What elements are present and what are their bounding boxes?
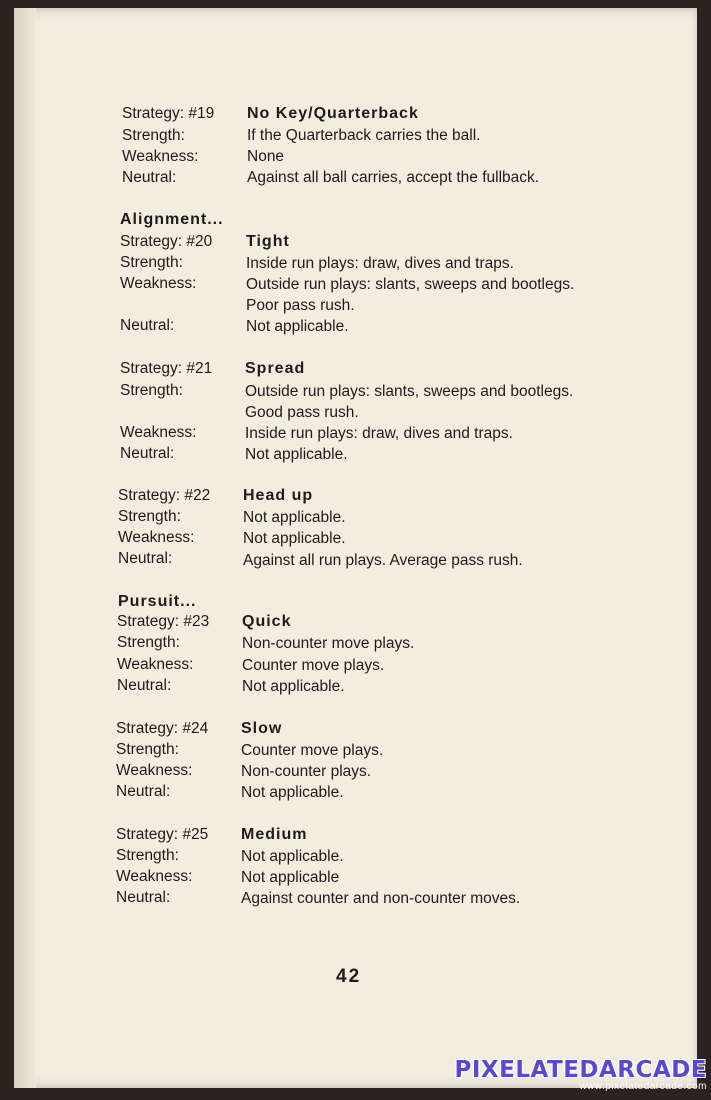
strategy-title: No Key/Quarterback	[247, 105, 419, 122]
strength-value: Not applicable.	[243, 509, 346, 526]
watermark-logo: PIXELATEDARCADE	[454, 1057, 707, 1083]
weakness-label: Weakness:	[120, 424, 197, 441]
weakness-value: Not applicable.	[243, 530, 346, 547]
strength-value: Counter move plays.	[241, 742, 384, 759]
page-number: 42	[336, 966, 362, 987]
neutral-value: Against counter and non-counter moves.	[241, 890, 521, 907]
weakness-label: Weakness:	[116, 868, 193, 885]
strategy-title: Quick	[242, 613, 292, 630]
neutral-label: Neutral:	[116, 889, 171, 906]
strength-label: Strength:	[120, 254, 183, 271]
watermark	[454, 1057, 707, 1092]
weakness-value: Non-counter plays.	[241, 763, 372, 780]
strategy-label: Strategy: #23	[117, 613, 210, 630]
strategy-label: Strategy: #22	[118, 487, 211, 504]
neutral-label: Neutral:	[122, 169, 177, 186]
strength-value: Not applicable.	[241, 848, 344, 865]
strength-label: Strength:	[117, 634, 180, 651]
strength-label: Strength:	[116, 847, 179, 864]
strategy-label: Strategy: #24	[116, 720, 209, 737]
strength-label: Strength:	[116, 741, 179, 758]
neutral-label: Neutral:	[117, 677, 172, 694]
strategy-title: Slow	[241, 720, 283, 737]
strength-value: Inside run plays: draw, dives and traps.	[246, 255, 514, 272]
weakness-value: Inside run plays: draw, dives and traps.	[245, 425, 513, 442]
strategy-label: Strategy: #25	[116, 826, 209, 843]
neutral-value: Not applicable.	[242, 678, 345, 695]
page-content	[14, 8, 697, 1088]
weakness-label: Weakness:	[116, 762, 193, 779]
strength-value: Non-counter move plays.	[242, 635, 415, 652]
strategy-title: Head up	[243, 487, 314, 504]
strategy-label: Strategy: #21	[120, 360, 213, 377]
section-heading-pursuit: Pursuit...	[118, 593, 197, 610]
watermark-url: www.pixelatedarcade.com	[579, 1081, 707, 1092]
neutral-label: Neutral:	[120, 445, 175, 462]
weakness-value-continued: Poor pass rush.	[246, 297, 355, 314]
weakness-label: Weakness:	[120, 275, 197, 292]
neutral-value: Against all run plays. Average pass rush.	[243, 552, 523, 569]
strength-value: Outside run plays: slants, sweeps and bootlegs.	[245, 383, 574, 400]
strategy-label: Strategy: #20	[120, 233, 213, 250]
weakness-label: Weakness:	[122, 148, 199, 165]
strength-label: Strength:	[118, 508, 181, 525]
weakness-value: Outside run plays: slants, sweeps and bootlegs.	[246, 276, 575, 293]
neutral-value: Not applicable.	[245, 446, 348, 463]
strength-value-continued: Good pass rush.	[245, 404, 359, 421]
weakness-label: Weakness:	[118, 529, 195, 546]
strategy-title: Medium	[241, 826, 308, 843]
strategy-title: Spread	[245, 360, 306, 377]
weakness-value: Not applicable	[241, 869, 340, 886]
strategy-title: Tight	[246, 233, 290, 250]
weakness-label: Weakness:	[117, 656, 194, 673]
strength-label: Strength:	[120, 382, 183, 399]
strategy-label: Strategy: #19	[122, 105, 215, 122]
strength-label: Strength:	[122, 127, 185, 144]
neutral-value: Not applicable.	[241, 784, 344, 801]
section-heading-alignment: Alignment...	[120, 211, 224, 228]
neutral-value: Against all ball carries, accept the fullback.	[247, 169, 540, 186]
strength-value: If the Quarterback carries the ball.	[247, 127, 481, 144]
neutral-label: Neutral:	[120, 317, 175, 334]
neutral-value: Not applicable.	[246, 318, 349, 335]
weakness-value: Counter move plays.	[242, 657, 385, 674]
weakness-value: None	[247, 148, 285, 165]
neutral-label: Neutral:	[118, 550, 173, 567]
neutral-label: Neutral:	[116, 783, 171, 800]
manual-page	[14, 8, 697, 1088]
